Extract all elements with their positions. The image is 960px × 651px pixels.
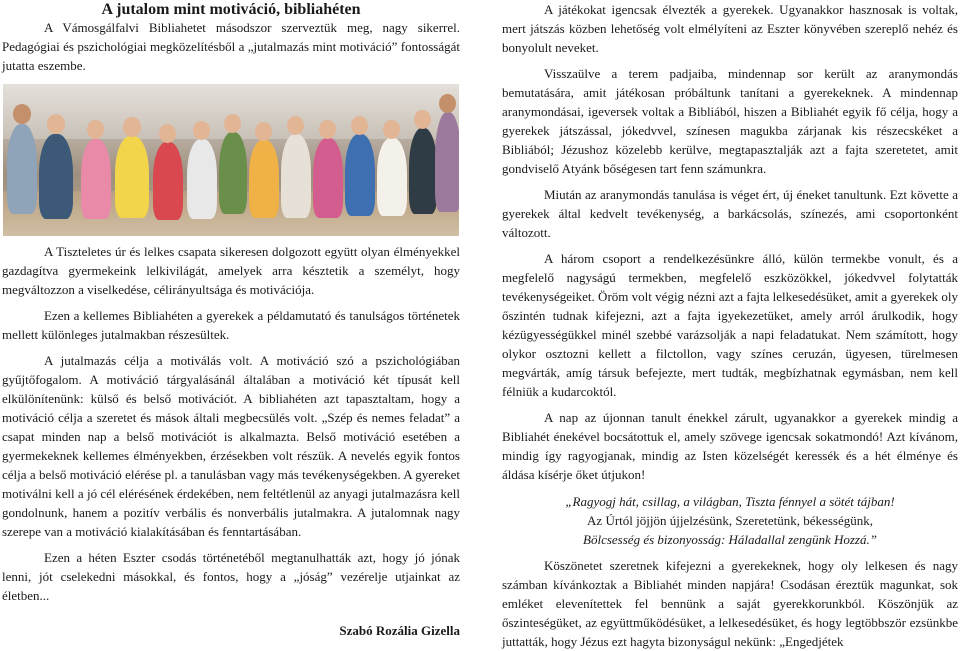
- group-photo: [3, 84, 459, 236]
- song-line: „Ragyogj hát, csillag, a világban, Tiszta fénnyel a sötét tájban!: [565, 494, 895, 509]
- right-paragraph: Visszaülve a terem padjaiba, mindennap sor került az aranymondás bemutatására, amit játékosan próbáltunk tanítani a gyerekeknek. A mindennap aranymondásai, igeversek voltak a Bibliából, hiszen a Bibliahét egyik fő célja, hogy a gyerekek játszással, jókedvvel, színesen magukba zárjanak kis részecskéket a Bibliából; Jézushoz közelebb kerülve, megtapasztalják azt a fajta szeretetet, amit gondviselő Atyánk bőségesen tart fenn számunkra.: [502, 66, 958, 176]
- right-paragraph: A nap az újonnan tanult énekkel zárult, ugyanakkor a gyerekek mindig a Bibliahét énekével bocsátottuk el, amely szövege igencsak sokatmondó! Azt kívánom, mindig így ragyogjanak, mindig az Isten közelségét keressék és a hét élménye és áldása kísérje őket útjukon!: [502, 410, 958, 482]
- right-paragraph: A játékokat igencsak élvezték a gyerekek. Ugyanakkor hasznosak is voltak, mert játszás közben lehetőség volt elmélyíteni az Eszter könyvében szereplő nehéz és bonyolult neveket.: [502, 2, 958, 55]
- right-column: [502, 0, 958, 651]
- intro-paragraph: A Vámosgálfalvi Bibliahetet másodszor szerveztük meg, nagy sikerrel. Pedagógiai és pszichológiai megközelítésből a „jutalmazás mint motiváció” fontosságát jutatta eszembe.: [2, 20, 460, 73]
- left-paragraph: Ezen a héten Eszter csodás történetéből megtanulhatták azt, hogy jó jónak lenni, jót cselekedni másokkal, és fontos, hogy a „jóság” vezérelje utjainkat az életben...: [2, 550, 460, 603]
- left-paragraph: A jutalmazás célja a motiválás volt. A motiváció szó a pszichológiában gyűjtőfogalom. A motiváció tárgyalásánál általában a motiváció két típusát kell elkülönítenünk: külső és belső motivációt. A bibliahéten azt tapasztaltam, hogy a motiváció célja a szeretet és mások általi megbecsülés volt. „Szép és nemes feladat” a csapat minden nap a belső motivációt is alkalmazta. Belső motiváció esetében a gyermekeknek kellemes élményekben, érzésekben volt részük. A nevelés egyik fontos célja a belső motiváció elérése pl. a tanulásban vagy más tevékenységekben. A gyereket motiválni kell a jó cél elérésének érdekében, nem feltétlenül az anyagi jutalmazásra kell gondolnunk, hanem a pozitív verbális és nonverbális jutalmakra. A jutalomnak nagy szerepe van a motiváció kialakításában és fenntartásában.: [2, 353, 460, 539]
- author-signature: Szabó Rozália Gizella: [339, 623, 460, 638]
- right-paragraph: Miután az aranymondás tanulása is véget ért, új éneket tanultunk. Ezt követte a gyerekek által kedvelt tevékenység, a barkácsolás, színezés, ami csoportonként változott.: [502, 187, 958, 240]
- song-verse: [502, 492, 958, 549]
- closing-paragraph: Köszönetet szeretnek kifejezni a gyerekeknek, hogy oly lelkesen és nagy számban kívánkoztak a Bibliahét minden napjára! Csodásan éreztük magunkat, sok emléket elevenítettek fel bennünk a saját gyerekkorunkból. Köszönjük az őszinteségüket, az együttműködésüket, a lelkesedésüket, és hogy legtöbbször ezsünkbe juttatták, hogy Jézus ezt hagyta bizonyságul nekünk: „Engedjétek: [502, 558, 958, 649]
- left-column: [2, 0, 460, 640]
- song-line: Az Úrtól jöjjön újjelzésünk, Szeretetünk, békességünk,: [587, 513, 873, 528]
- left-paragraph: A Tiszteletes úr és lelkes csapata sikeresen dolgozott együtt olyan élményekkel gazdagítva gyermekeink lelkivilágát, amelyek arra késztetik a személyt, hogy megváltozzon a viselkedése, célirányultsága és motivációja.: [2, 244, 460, 297]
- article-title: A jutalom mint motiváció, bibliahéten: [101, 1, 361, 18]
- song-line: Bölcsesség és bizonyosság: Háladallal zengünk Hozzá.”: [583, 532, 877, 547]
- left-paragraph: Ezen a kellemes Bibliahéten a gyerekek a példamutató és tanulságos történetek mellett különleges jutalmakban részesültek.: [2, 308, 460, 342]
- right-paragraph: A három csoport a rendelkezésünkre álló, külön termekbe vonult, és a megfelelő nagyságú termekben, megfelelő eszközökkel, jókedvvel folytatták tevékenységeiket. Öröm volt végig nézni azt a fajta lelkesedésüket, amit a gyerekek oly őszintén tudnak kifejezni, azt a fajta igyekezetüket, amely arról árulkodik, hogy kézügyességükkel minél szebbé varázsolják a napi feladatukat. Nem számított, hogy olykor osztozni kellett a filctollon, vagy színes ceruzán, ügyesen, türelmesen megvárták, amíg társuk befejezte, mert tudták, megbízhatnak egymásban, nem kell félniük a kudarcoktól.: [502, 251, 958, 399]
